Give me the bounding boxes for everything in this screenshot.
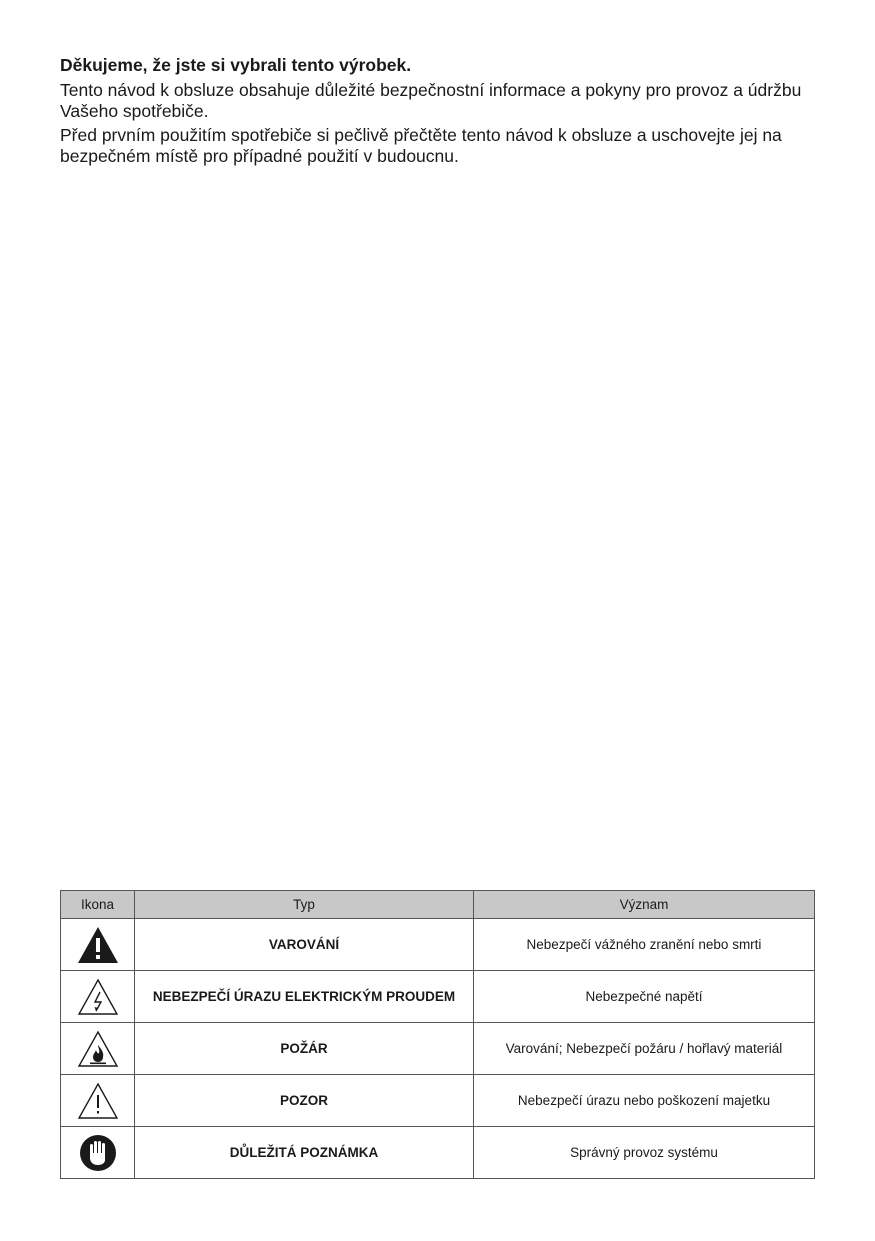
stop-hand-icon	[76, 1132, 120, 1174]
meaning-cell: Nebezpečí vážného zranění nebo smrti	[474, 919, 815, 971]
fire-icon	[76, 1028, 120, 1070]
meaning-cell: Nebezpečí úrazu nebo poškození majetku	[474, 1075, 815, 1127]
intro-paragraph-1: Tento návod k obsluze obsahuje důležité bezpečnostní informace a pokyny pro provoz a údržbu Vašeho spotřebiče.	[60, 80, 802, 121]
warning-filled-triangle-icon	[76, 924, 120, 966]
safety-symbols-table	[60, 890, 815, 1179]
intro-paragraph-2: Před prvním použitím spotřebiče si pečlivě přečtěte tento návod k obsluze a uschovejte jej na bezpečném místě pro případné použití v budoucnu.	[60, 125, 782, 166]
meaning-cell: Správný provoz systému	[474, 1127, 815, 1179]
caution-triangle-icon	[76, 1080, 120, 1122]
icon-cell	[61, 1023, 135, 1075]
header-meaning: Význam	[474, 891, 815, 919]
electric-shock-icon	[76, 976, 120, 1018]
type-cell: VAROVÁNÍ	[135, 919, 474, 971]
type-cell: NEBEZPEČÍ ÚRAZU ELEKTRICKÝM PROUDEM	[135, 971, 474, 1023]
type-cell: POZOR	[135, 1075, 474, 1127]
meaning-cell: Nebezpečné napětí	[474, 971, 815, 1023]
icon-cell	[61, 1075, 135, 1127]
icon-cell	[61, 919, 135, 971]
icon-cell	[61, 1127, 135, 1179]
intro-heading: Děkujeme, že jste si vybrali tento výrobek.	[60, 55, 412, 75]
intro-section	[60, 55, 820, 170]
table-row	[61, 1023, 815, 1075]
header-type: Typ	[135, 891, 474, 919]
header-icon: Ikona	[61, 891, 135, 919]
icon-cell	[61, 971, 135, 1023]
table-row	[61, 971, 815, 1023]
type-cell: POŽÁR	[135, 1023, 474, 1075]
table-row	[61, 1127, 815, 1179]
table-row	[61, 1075, 815, 1127]
table-row	[61, 919, 815, 971]
table-header-row	[61, 891, 815, 919]
meaning-cell: Varování; Nebezpečí požáru / hořlavý materiál	[474, 1023, 815, 1075]
type-cell: DŮLEŽITÁ POZNÁMKA	[135, 1127, 474, 1179]
